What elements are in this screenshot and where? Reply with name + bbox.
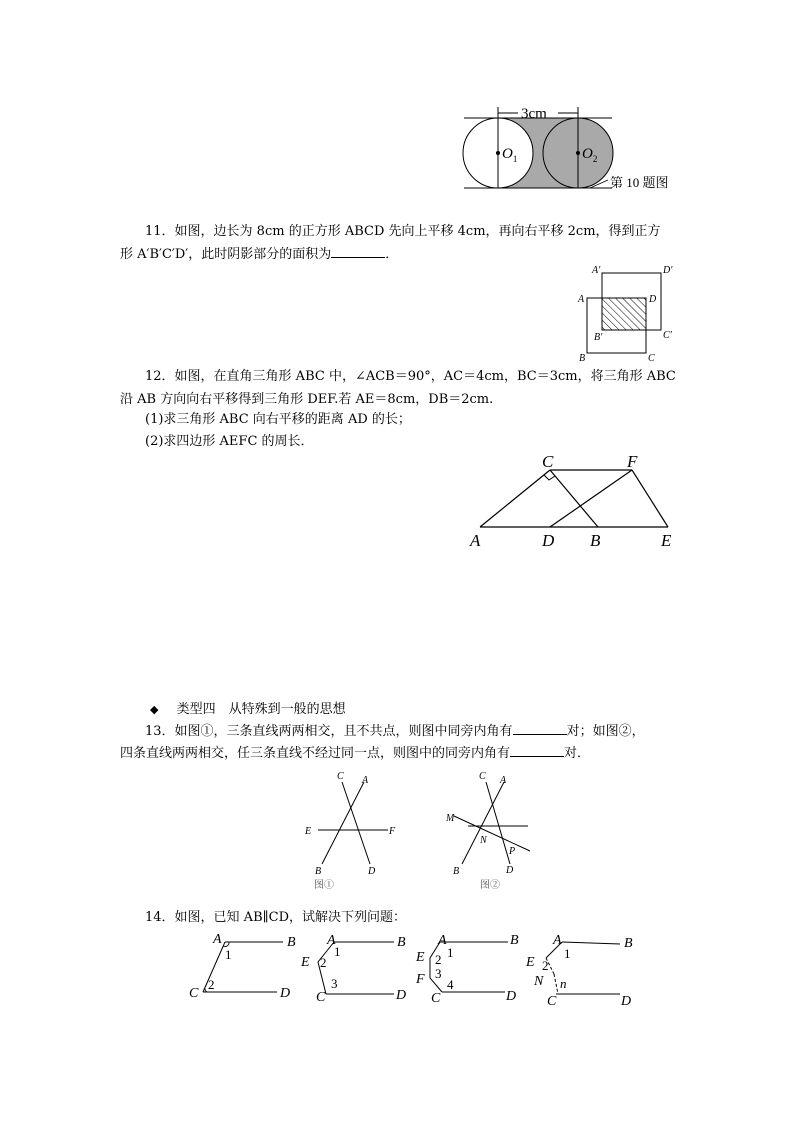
label-c: C [542,452,554,471]
label-d: D [506,989,517,1004]
angle-label-2: 2 [320,955,327,970]
angle-label-1: 1 [225,947,232,962]
label-d: D [542,531,555,550]
q13-answer-blank-2[interactable] [510,742,564,757]
label-o1: $O_1$ [502,146,518,164]
label-b: B [590,531,601,550]
label-a: A [578,294,585,305]
label-a: A [470,531,481,550]
angle-label-3: 3 [331,976,338,991]
figure-q14-4 [522,928,647,1013]
segment-n-dashed [554,974,558,994]
label-c: C [189,986,199,1001]
angle-arc-2 [205,988,207,992]
label-d: D [396,988,407,1003]
q14-text: 如图，已知 AB∥CD，试解决下列问题： [174,910,406,925]
q13-answer-blank-1[interactable] [513,720,567,735]
figure-q14-2 [298,928,413,1008]
label-d-prime: D′ [663,265,673,276]
section-heading [150,698,346,722]
hatched-overlap [602,298,646,330]
q11-answer-blank[interactable] [331,243,385,258]
label-e: E [526,955,535,970]
label-d: D [368,866,376,877]
q12-sub1-text: (1)求三角形 ABC 向右平移的距离 AD 的长； [145,412,411,427]
label-a: A [213,932,222,947]
figure-q14-3 [412,928,537,1008]
figure-q14-1 [185,928,300,1008]
label-c-prime: C′ [663,330,672,341]
q12-number: 12． [145,369,175,384]
label-b: B [287,935,296,950]
label-c: C [337,771,344,782]
section-title: 类型四 从特殊到一般的思想 [176,702,346,717]
q12-text2: 沿 AB 方向向右平移得到三角形 DEF.若 AE＝8cm，DB＝2cm. [120,392,494,407]
q13-text2b: 对． [564,746,591,761]
label-p: P [509,846,516,857]
label-b: B [453,866,460,877]
right-angle-mark [544,475,555,480]
angle-label-2: 2 [542,958,549,973]
label-b: B [315,866,322,877]
dim-label: 3cm [521,106,547,122]
caption-fig2: 图② [480,880,500,891]
q12-sub2 [145,430,314,454]
label-d: D [621,994,632,1009]
figure-q13-2 [440,768,550,893]
figure-q11 [570,260,690,370]
angle-label-4: 4 [447,977,454,992]
label-n: N [480,835,487,846]
label-m: M [446,813,455,824]
q11-text2-end: ． [385,247,399,262]
section-bullet: ◆ [150,703,159,716]
label-d: D [506,865,514,876]
label-c: C [479,771,486,782]
q11-line2 [120,243,398,267]
label-a: A [553,933,562,948]
label-f: F [416,972,425,987]
label-b: B [579,353,586,364]
label-e: E [661,531,672,550]
q13-text1a: 如图①，三条直线两两相交，且不共点，则图中同旁内角有 [174,724,513,739]
angle-label-2: 2 [435,952,442,967]
line-ab [562,942,620,944]
figure-q13-1 [300,768,410,893]
figure-q12 [465,450,685,555]
q12-text1: 如图，在直角三角形 ABC 中，∠ACB＝90°，AC＝4cm，BC＝3cm，将三角形 ABC [174,369,676,384]
q12-sub2-text: (2)求四边形 AEFC 的周长． [145,434,314,449]
label-b: B [624,936,633,951]
label-b: B [397,935,406,950]
q13-text2a: 四条直线两两相交，任三条直线不经过同一点，则图中的同旁内角有 [120,746,511,761]
caption-fig1: 图① [314,880,334,891]
label-f: F [389,826,396,837]
label-o2: $O_2$ [582,146,598,164]
q14-line1 [145,906,406,930]
line-mp [454,816,530,851]
line-ab [322,782,364,864]
q13-text1b: 对；如图②， [566,724,645,739]
line-cd [342,782,370,864]
label-b-prime: B′ [594,332,603,343]
label-b: B [510,933,519,948]
label-c: C [547,994,557,1009]
q12-sub1 [145,408,411,432]
label-a-prime: A′ [592,265,601,276]
label-d: D [280,986,291,1001]
label-f: F [627,452,638,471]
q11-text1: 如图，边长为 8cm 的正方形 ABCD 先向上平移 4cm，再向右平移 2cm，得到正方 [174,224,661,239]
q14-number: 14． [145,910,175,925]
angle-label-3: 3 [435,966,442,981]
label-d: D [649,294,657,305]
q13-line2 [120,742,590,766]
center-o2 [576,151,580,155]
angle-label-1: 1 [447,945,454,960]
label-a: A [500,775,507,786]
segment-fe [632,470,668,527]
label-a: A [362,775,369,786]
label-a: A [327,933,336,948]
center-o1 [496,151,500,155]
q11-number: 11． [145,224,175,239]
label-c: C [648,353,655,364]
segment-ac [480,470,550,527]
q11-line1 [145,220,661,244]
q13-line1 [145,720,645,744]
angle-label-1: 1 [334,944,341,959]
label-n-point: N [534,974,544,989]
q13-number: 13． [145,724,175,739]
label-e: E [416,950,425,965]
angle-label-n: n [560,976,567,991]
figure-q10 [440,98,690,193]
angle-label-1: 1 [564,946,571,961]
label-c: C [316,990,326,1005]
label-c: C [431,991,441,1006]
angle-label-2: 2 [208,977,215,992]
label-a: A [438,933,447,948]
caption-q10: 第 10 题图 [610,175,669,190]
label-e: E [301,955,310,970]
q12-line1 [145,365,676,389]
label-e: E [305,826,312,837]
q11-text2: 形 A′B′C′D′，此时阴影部分的面积为 [120,247,332,262]
